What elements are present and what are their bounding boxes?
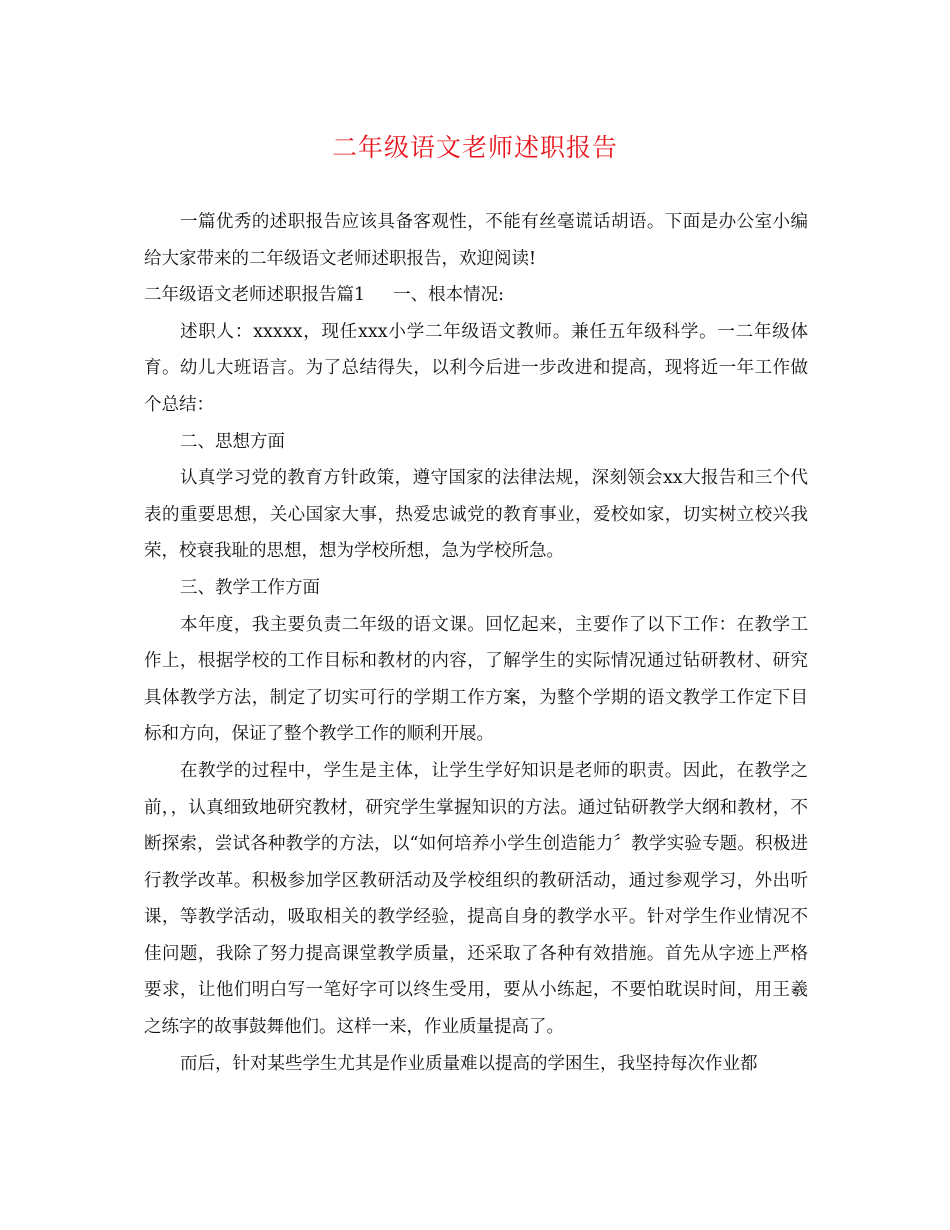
section2-paragraph: 认真学习党的教育方针政策，遵守国家的法律法规，深刻领会xx大报告和三个代表的重要思想，关心国家大事，热爱忠诚党的教育事业，爱校如家，切实树立校兴我荣，校衰我耻的思想，想为学校所想，急为学校所急。: [144, 468, 808, 562]
section3-heading: 三、教学工作方面: [180, 577, 320, 598]
part-heading-line: [144, 277, 808, 314]
section3-paragraph-3: 而后，针对某些学生尤其是作业质量难以提高的学困生，我坚持每次作业都: [180, 1053, 758, 1074]
intro-paragraph: 一篇优秀的述职报告应该具备客观性，不能有丝毫谎话胡语。下面是办公室小编给大家带来的二年级语文老师述职报告，欢迎阅读!: [144, 212, 808, 269]
section1-heading: 一、根本情况:: [393, 285, 505, 306]
document-body: [144, 204, 808, 1082]
section3-paragraph-1: 本年度，我主要负责二年级的语文课。回忆起来，主要作了以下工作：在教学工作上，根据学校的工作目标和教材的内容，了解学生的实际情况通过钻研教材、研究具体教学方法，制定了切实可行的学期工作方案，为整个学期的语文教学工作定下目标和方向，保证了整个教学工作的顺利开展。: [144, 614, 808, 745]
part-title: 二年级语文老师述职报告篇1: [144, 285, 366, 306]
section1-paragraph: 述职人：xxxxx，现任xxx小学二年级语文教师。兼任五年级科学。一二年级体育。幼儿大班语言。为了总结得失，以利今后进一步改进和提高，现将近一年工作做个总结：: [144, 321, 808, 415]
section2-heading: 二、思想方面: [180, 431, 285, 452]
document-title: 二年级语文老师述职报告: [331, 133, 618, 162]
section3-paragraph-2: 在教学的过程中，学生是主体，让学生学好知识是老师的职责。因此，在教学之前，，认真细致地研究教材，研究学生掌握知识的方法。通过钻研教学大纲和教材，不断探索，尝试各种教学的方法，以“如何培养小学生创造能力〞教学实验专题。积极进行教学改革。积极参加学区教研活动及学校组织的教研活动，通过参观学习，外出听课，等教学活动，吸取相关的教学经验，提高自身的教学水平。针对学生作业情况不佳问题，我除了努力提高课堂教学质量，还采取了各种有效措施。首先从字迹上严格要求，让他们明白写一笔好字可以终生受用，要从小练起，不要怕耽误时间，用王羲之练字的故事鼓舞他们。这样一来，作业质量提高了。: [144, 760, 808, 1038]
